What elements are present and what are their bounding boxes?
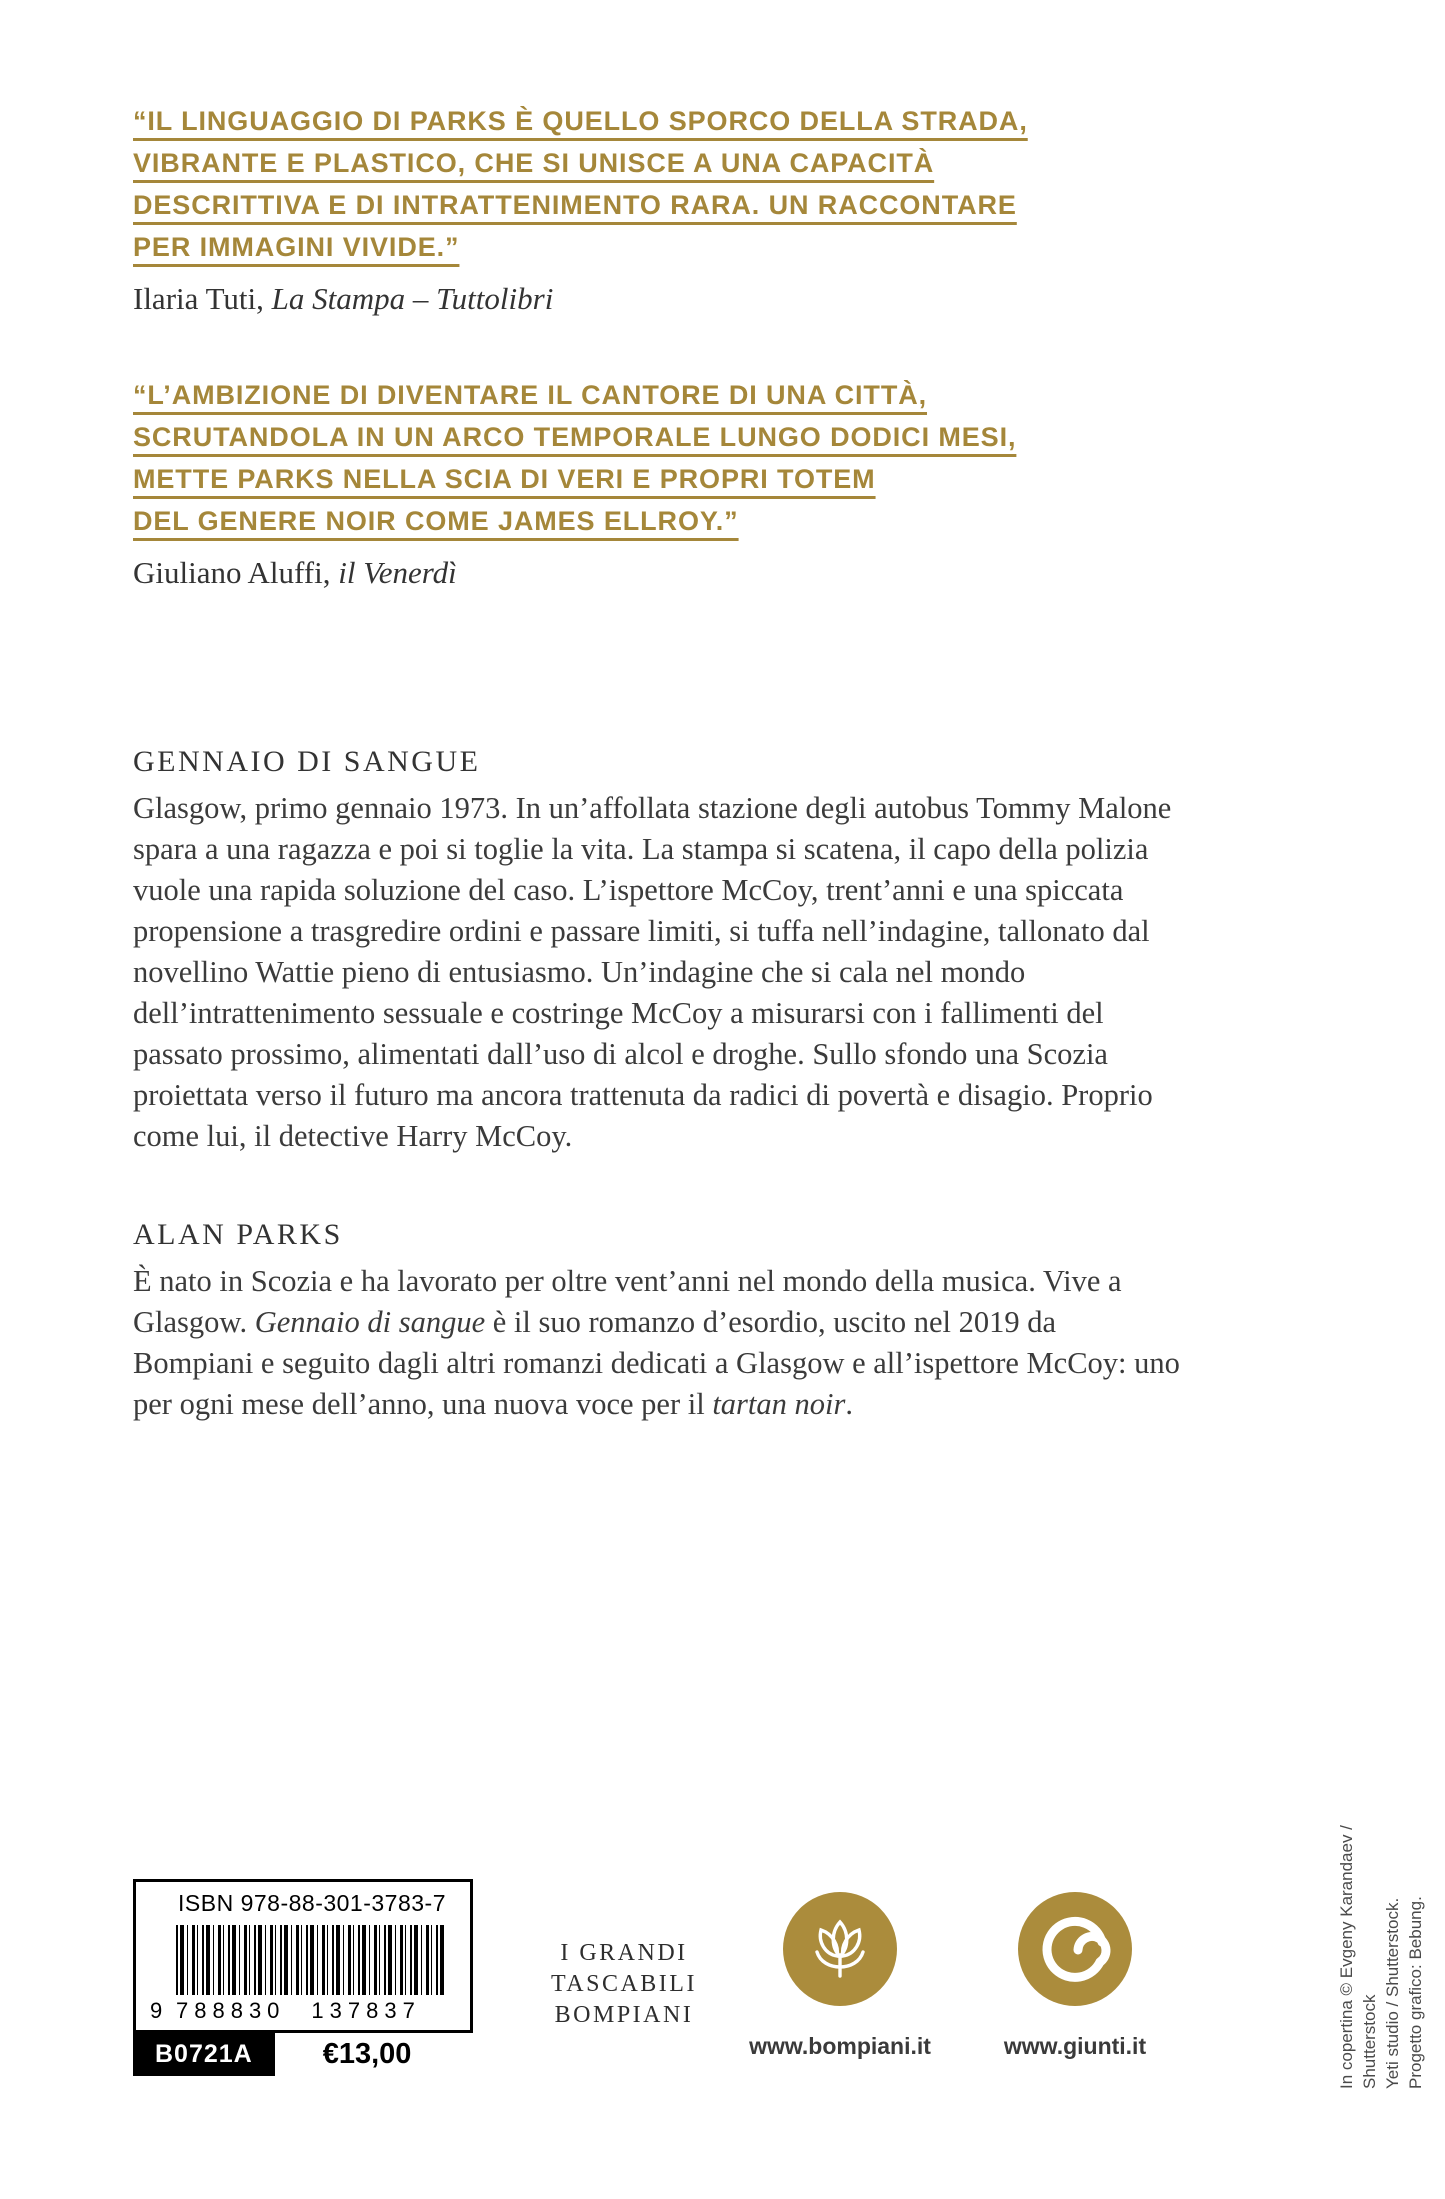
press-quote-2 — [133, 374, 1223, 542]
main-text-column — [133, 100, 1223, 1425]
bompiani-url: www.bompiani.it — [749, 2033, 931, 2059]
press-quote-line: “L’AMBIZIONE DI DIVENTARE IL CANTORE DI UNA CITTÀ, — [133, 380, 928, 410]
imprint-line: I GRANDI — [560, 1940, 688, 1966]
ean-barcode — [176, 1925, 444, 1995]
credit-line: Yeti studio / Shutterstock. — [1383, 1897, 1402, 2089]
giunti-spiral-icon — [1018, 1892, 1132, 2006]
attribution-source: La Stampa – Tuttolibri — [271, 281, 554, 316]
credit-line: Progetto grafico: Bebung. — [1406, 1896, 1425, 2089]
barcode-digit-lead: 9 — [150, 1998, 163, 2023]
press-quote-line: DESCRITTIVA E DI INTRATTENIMENTO RARA. UN RACCONTARE — [133, 190, 1017, 220]
giunti-logo-block — [965, 1892, 1185, 2060]
imprint-line: BOMPIANI — [554, 2002, 694, 2028]
giunti-url: www.giunti.it — [1003, 2033, 1147, 2059]
author-bio-section — [133, 1215, 1223, 1425]
press-quote-line: VIBRANTE E PLASTICO, CHE SI UNISCE A UNA CAPACITÀ — [133, 148, 935, 178]
synopsis-text: Glasgow, primo gennaio 1973. In un’affollata stazione degli autobus Tommy Malone spara a una ragazza e poi si toglie la vita. La stampa si scatena, il capo della polizia vuole una rapida soluzione del caso. L’ispettore McCoy, trent’anni e una spiccata propensione a trasgredire ordini e passare limiti, si tuffa nell’indagine, tallonato dal novellino Wattie pieno di entusiasmo. Un’indagine che si cala nel mondo dell’intrattenimento sessuale e costringe McCoy a misurarsi con i fallimenti del passato prossimo, alimentati dall’uso di alcol e droghe. Sullo sfondo una Scozia proiettata verso il futuro ma ancora trattenuta da radici di povertà e disagio. Proprio come lui, il detective Harry McCoy. — [133, 791, 1172, 1153]
press-quote-2-attribution — [133, 554, 1223, 592]
price-label: €13,00 — [322, 2038, 412, 2070]
bompiani-flower-icon — [783, 1892, 897, 2006]
press-quote-line: METTE PARKS NELLA SCIA DI VERI E PROPRI TOTEM — [133, 464, 876, 494]
author-name-heading: ALAN PARKS — [133, 1218, 343, 1251]
imprint-line: TASCABILI — [551, 1971, 697, 1997]
book-title-heading: GENNAIO DI SANGUE — [133, 745, 481, 778]
barcode-block — [133, 1879, 473, 2076]
press-quote-line: SCRUTANDOLA IN UN ARCO TEMPORALE LUNGO DODICI MESI, — [133, 422, 1017, 452]
price-row — [133, 2033, 473, 2076]
press-quote-1-attribution — [133, 280, 1223, 318]
barcode-frame — [133, 1879, 473, 2033]
press-quote-line: “IL LINGUAGGIO DI PARKS È QUELLO SPORCO DELLA STRADA, — [133, 106, 1028, 136]
synopsis-section — [133, 742, 1223, 1157]
author-bio-text: È nato in Scozia e ha lavorato per oltre vent’anni nel mondo della musica. Vive a Glasgow. Gennaio di sangue è il suo romanzo d’esordio, uscito nel 2019 da Bompiani e seguito dagli altri romanzi dedicati a Glasgow e all’ispettore McCoy: uno per ogni mese dell’anno, una nuova voce per il tartan noir. — [133, 1264, 1180, 1421]
attribution-name: Giuliano Aluffi, — [133, 555, 339, 590]
press-quote-line: DEL GENERE NOIR COME JAMES ELLROY.” — [133, 506, 739, 536]
cover-credits — [1335, 1727, 1425, 2089]
press-quote-line: PER IMMAGINI VIVIDE.” — [133, 232, 460, 262]
barcode-digit-group: 137837 — [311, 1998, 421, 2023]
barcode-digit-group: 788830 — [176, 1998, 286, 2023]
attribution-name: Ilaria Tuti, — [133, 281, 272, 316]
credit-line: In copertina © Evgeny Karandaev / Shutterstock — [1337, 1825, 1379, 2089]
imprint-series-label — [536, 1938, 712, 2031]
attribution-source: il Venerdì — [338, 555, 457, 590]
barcode-digits — [150, 1998, 458, 2024]
isbn-text: ISBN 978-88-301-3783-7 — [178, 1890, 446, 1916]
bompiani-logo-block — [730, 1892, 950, 2060]
press-quote-1 — [133, 100, 1223, 268]
edition-code-tag: B0721A — [133, 2033, 275, 2076]
